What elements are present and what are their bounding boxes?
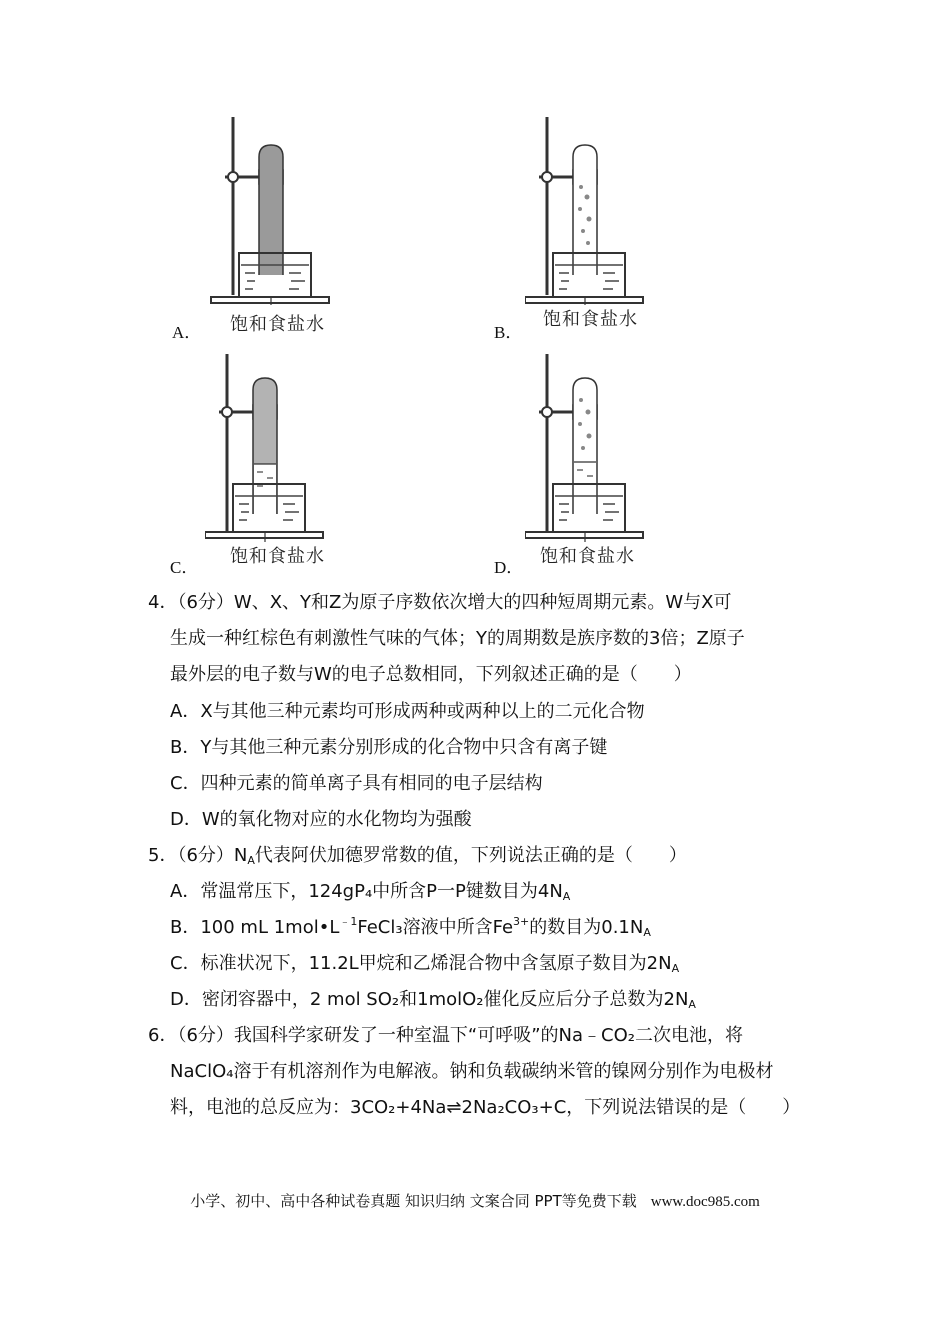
q5-stem [148,841,687,867]
footer-url[interactable]: www.doc985.com [650,1194,760,1210]
q4-stem-line-2: 生成一种红棕色有刺激性气味的气体；Y的周期数是族序数的3倍；Z原子 [170,628,745,649]
figure-a-caption: 饱和食盐水 [230,314,325,335]
apparatus-b-image [525,115,655,305]
q5-option-b-text-3: 的数目为0.1N [529,917,644,938]
q4-score: （6分） [177,592,234,613]
figure-option-c [205,352,335,542]
apparatus-a-image [205,115,335,305]
q6-stem-line-3: 料，电池的总反应为：3CO₂+4Na⇌2Na₂CO₃+C，下列说法错误的是（ ） [170,1097,801,1118]
q4-stem-text-1: W、X、Y和Z为原子序数依次增大的四种短周期元素。W与X可 [233,592,732,613]
q4-option-b: B．Y与其他三种元素分别形成的化合物中只含有离子键 [170,737,608,758]
q5-option-b-superscript-1: ﹣1 [339,915,358,928]
q5-option-a-subscript: A [562,890,571,903]
q5-option-b-subscript: A [643,926,651,939]
q6-stem-text-1: 我国科学家研发了一种室温下“可呼吸”的Na﹣CO₂二次电池，将 [233,1025,744,1046]
q6-stem-line-1 [148,1021,743,1047]
q5-score: （6分） [177,845,234,866]
q5-option-d [170,985,696,1011]
q5-option-d-text: D．密闭容器中，2 mol SO₂和1molO₂催化反应后分子总数为2N [170,989,689,1010]
q5-option-b-superscript-2: 3+ [513,915,530,928]
option-a-letter: A． [172,323,202,342]
q5-stem-subscript: A [247,854,255,867]
figure-option-d [525,352,655,542]
q4-stem-line-1 [148,588,732,614]
q4-number: 4． [148,592,178,613]
figure-option-b [525,115,655,305]
q6-score: （6分） [177,1025,234,1046]
figure-c-caption: 饱和食盐水 [230,546,325,567]
page-footer [0,1190,950,1211]
q4-option-c: C．四种元素的简单离子具有相同的电子层结构 [170,773,543,794]
q5-option-b-text-2: FeCl₃溶液中所含Fe [357,917,514,938]
footer-text: 小学、初中、高中各种试卷真题 知识归纳 文案合同 PPT等免费下载 [190,1192,637,1210]
option-c-letter: C． [170,558,199,577]
apparatus-c-image [205,352,335,542]
figure-d-caption: 饱和食盐水 [540,546,635,567]
figure-b-caption: 饱和食盐水 [543,309,638,330]
q4-option-d: D．W的氧化物对应的水化物均为强酸 [170,809,472,830]
q5-option-c [170,949,679,975]
apparatus-d-image [525,352,655,542]
q4-stem-line-3: 最外层的电子数与W的电子总数相同，下列叙述正确的是（ ） [170,664,692,685]
q5-stem-symbol: N [233,845,248,866]
q6-number: 6． [148,1025,178,1046]
option-b-letter: B． [494,323,523,342]
figure-option-a [205,115,335,305]
q5-option-a [170,877,570,903]
q5-option-a-text: A．常温常压下，124gP₄中所含P一P键数目为4N [170,881,563,902]
q5-number: 5． [148,845,178,866]
option-d-letter: D． [494,558,524,577]
q5-option-c-subscript: A [671,962,680,975]
q5-option-d-subscript: A [688,998,696,1011]
q5-option-c-text: C．标准状况下，11.2L甲烷和乙烯混合物中含氢原子数目为2N [170,953,672,974]
q5-stem-text: 代表阿伏加德罗常数的值，下列说法正确的是（ ） [254,845,687,866]
q5-option-b-text-1: B．100 mL 1mol•L [170,917,340,938]
q5-option-b [170,913,651,939]
q4-option-a: A．X与其他三种元素均可形成两种或两种以上的二元化合物 [170,701,645,722]
q6-stem-line-2: NaClO₄溶于有机溶剂作为电解液。钠和负载碳纳米管的镍网分别作为电极材 [170,1061,774,1082]
